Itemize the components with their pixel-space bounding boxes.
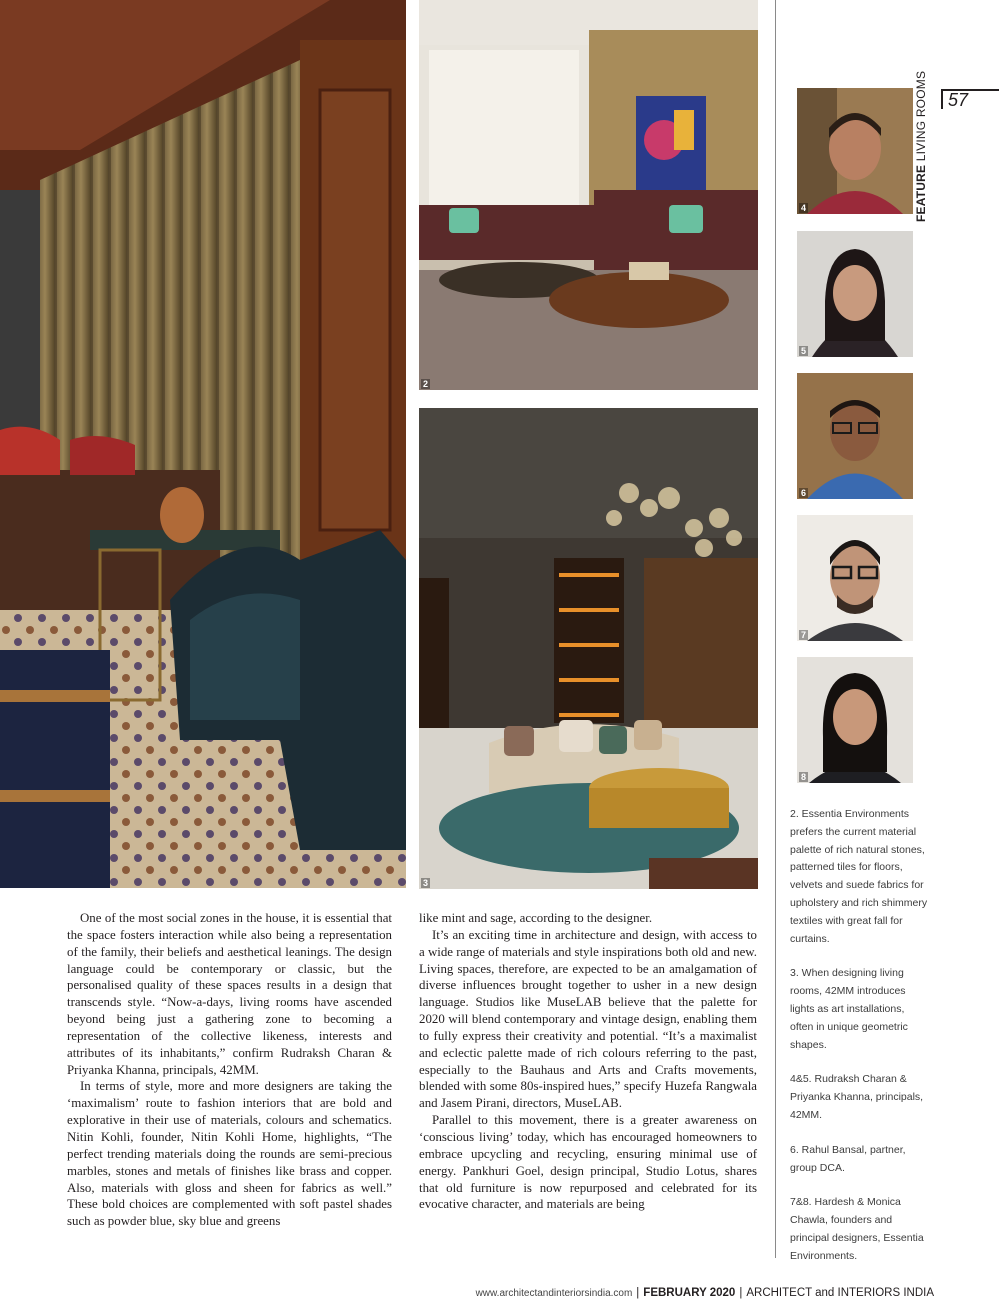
photo-captions [790,806,930,1283]
body-column-2 [419,910,757,1213]
section-label-rest: LIVING ROOMS [914,70,928,162]
caption-3: 3. When designing living rooms, 42MM introduces lights as art installations, often in unique geometric shapes. [790,967,908,1051]
page-number: 57 [941,89,999,109]
main-living-room-photo [0,0,406,888]
paragraph: Parallel to this movement, there is a greater awareness on ‘conscious living’ today, which has encouraged homeowners to embrace upcycling and recycling, ensuring minimal use of energy. Pankhuri Goel, design principal, Studio Lotus, shares that old furniture is now repurposed and celebrated for its evocative character, and materials are being [419,1113,757,1212]
footer-issue: FEBRUARY 2020 [643,1287,736,1299]
photo-6-number: 6 [801,488,807,498]
page-footer: www.architectandinteriorsindia.com | FEBRUARY 2020 | ARCHITECT and INTERIORS INDIA [475,1287,934,1299]
photo-5-number: 5 [801,346,807,356]
photo-8-number: 8 [801,772,807,782]
section-label-bold: FEATURE [914,164,928,222]
portrait-8 [797,657,913,783]
photo-2-number: 2 [423,379,429,389]
portrait-5 [797,231,913,357]
portrait-6 [797,373,913,499]
portrait-4 [797,88,913,214]
photo-3-number: 3 [423,878,429,888]
caption-7-8: 7&8. Hardesh & Monica Chawla, founders and principal designers, Essentia Environments. [790,1196,924,1262]
body-column-1 [67,910,392,1230]
photo-2-essentia-living-room [419,0,758,390]
paragraph: It’s an exciting time in architecture and design, with access to a wide range of materials and style inspirations both old and new. Living spaces, therefore, are expected to be an amalgamation of diverse influences brought together to usher in a new design language. Studios like MuseLAB believe that the palette for 2020 will blend contemporary and vintage design, enabling them to fully express their creativity and potential. “It’s a maximalist and eclectic palette made of rich colours referring to the past, especially to the Bauhaus and Arts and Crafts movements, blended with some 80s-inspired hues,” specify Huzefa Rangwala and Jasem Pirani, directors, MuseLAB. [419,927,757,1111]
footer-url: www.architectandinteriorsindia.com [475,1288,633,1299]
paragraph: In terms of style, more and more designers are taking the ‘maximalism’ route to fashion interiors that are bold and explorative in their use of materials, colours and schematics. Nitin Kohli, founder, Nitin Kohli Home, highlights, “The perfect trending materials doing the rounds are semi-precious marbles, stones and metals of finishes like brass and copper. Also, materials with gloss and sheen for fabrics as well.” These bold choices are complemented with soft pastel shades such as powder blue, sky blue and greens [67,1079,392,1229]
photo-3-42mm-living-room [419,408,758,889]
caption-6: 6. Rahul Bansal, partner, group DCA. [790,1143,906,1174]
section-label [914,71,928,222]
paragraph: like mint and sage, according to the designer. [419,911,653,925]
caption-2: 2. Essentia Environments prefers the current material palette of rich natural stones, patterned tiles for floors, velvets and suede fabrics for upholstery and rich shimmery textiles with great fall for curtains. [790,808,928,945]
sidebar-divider [775,0,776,1258]
photo-7-number: 7 [801,630,807,640]
portrait-7 [797,515,913,641]
caption-4-5: 4&5. Rudraksh Charan & Priyanka Khanna, principals, 42MM. [790,1073,924,1121]
paragraph: One of the most social zones in the house, it is essential that the space fosters interaction while also being a representation of the family, their beliefs and aesthetical leanings. The design language could be contemporary or classic, but the personalised quality of these spaces results in a design that transcends style. “Now-a-days, living rooms have ascended beyond being just a gathering zone to becoming a representation of the collective likeness, interests and attributes of its inhabitants,” confirm Rudraksh Charan & Priyanka Khanna, principals, 42MM. [67,911,392,1077]
photo-4-number: 4 [801,203,807,213]
footer-magazine: ARCHITECT and INTERIORS INDIA [746,1287,934,1299]
